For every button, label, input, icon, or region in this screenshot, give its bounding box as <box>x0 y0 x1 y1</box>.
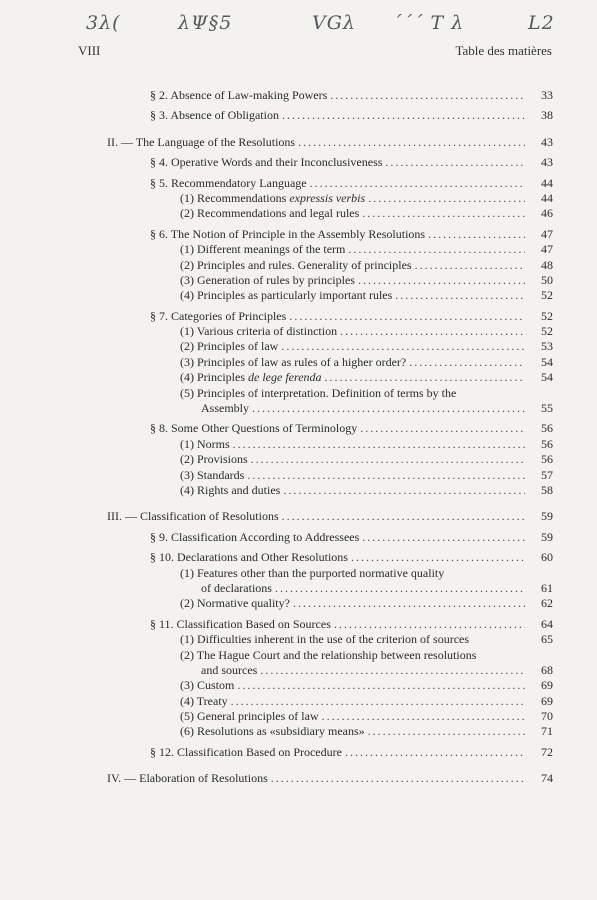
toc-entry-text-wrap <box>180 370 525 385</box>
toc-page-number: 69 <box>541 693 553 708</box>
toc-entry-text-wrap <box>180 437 525 452</box>
dot-leader <box>298 135 525 150</box>
dot-leader <box>368 191 525 206</box>
dot-leader <box>237 678 525 693</box>
toc-entry-title: (5) Principles of interpretation. Definition of terms by the <box>180 385 457 400</box>
toc-entry <box>0 339 597 354</box>
toc-entry-title: § 11. Classification Based on Sources <box>150 616 331 631</box>
dot-leader <box>360 421 525 436</box>
handwritten-note-3: VGλ <box>312 12 356 34</box>
toc-entry-title: § 5. Recommendatory Language <box>150 175 307 190</box>
toc-page-number: 72 <box>541 744 553 759</box>
toc-page-number: 54 <box>541 354 553 369</box>
handwritten-note-5: L2 <box>528 12 555 34</box>
toc-entry-title: of declarations <box>201 580 272 595</box>
dot-leader <box>282 509 525 524</box>
toc-entry-text-wrap <box>150 617 525 632</box>
toc-entry-title: (4) Principles as particularly important rules <box>180 288 393 303</box>
dot-leader <box>358 273 525 288</box>
toc-entry-title: (1) Norms <box>180 436 230 451</box>
toc-page-number: 52 <box>541 324 553 339</box>
toc-entry <box>0 566 597 581</box>
dot-leader <box>334 617 525 632</box>
toc-entry-title: IV. — Elaboration of Resolutions <box>107 771 268 786</box>
toc-page-number: 57 <box>541 467 553 482</box>
toc-entry-title: (1) Difficulties inherent in the use of the criterion of sources <box>180 632 470 647</box>
toc-entry-title: (4) Principles de lege ferenda <box>180 370 322 385</box>
dot-leader <box>322 709 525 724</box>
dot-leader <box>251 452 525 467</box>
toc-entry <box>0 648 597 663</box>
toc-entry-text-wrap <box>180 273 525 288</box>
dot-leader <box>428 227 525 242</box>
dot-leader <box>260 663 525 678</box>
toc-entry-title: (2) Recommendations and legal rules <box>180 206 360 221</box>
dot-leader <box>368 724 525 739</box>
toc-entry-italic: de lege ferenda <box>248 370 322 385</box>
toc-entry <box>0 288 597 303</box>
dot-leader <box>330 88 525 103</box>
toc-entry <box>0 678 597 693</box>
dot-leader <box>247 468 525 483</box>
toc-entry-text-wrap <box>180 386 525 401</box>
toc-entry <box>0 581 597 596</box>
toc-page-number: 59 <box>541 529 553 544</box>
toc-entry <box>0 771 597 786</box>
toc-entry <box>0 745 597 760</box>
toc-entry <box>0 483 597 498</box>
toc-entry-title: (1) Recommendations expressis verbis <box>180 190 366 205</box>
toc-entry <box>0 530 597 545</box>
toc-entry <box>0 617 597 632</box>
toc-entry <box>0 191 597 206</box>
toc-page-number: 33 <box>541 88 553 102</box>
dot-leader <box>310 176 525 191</box>
toc-entry-text-wrap <box>180 709 525 724</box>
toc-entry-text-wrap <box>180 288 525 303</box>
toc-entry-italic: expressis verbis <box>289 190 366 205</box>
toc-page-number: 60 <box>541 550 553 565</box>
toc-entry-title: (4) Rights and duties <box>180 482 281 497</box>
toc-entry-text-wrap <box>180 566 525 581</box>
toc-entry <box>0 273 597 288</box>
toc-entry-title: (3) Custom <box>180 678 235 693</box>
toc-entry <box>0 206 597 221</box>
toc-entry-title: (6) Resolutions as «subsidiary means» <box>180 724 365 739</box>
toc-entry <box>0 724 597 739</box>
toc-entry-text-wrap <box>180 648 525 663</box>
toc-entry-text-wrap <box>180 468 525 483</box>
toc-page-number: 55 <box>541 401 553 416</box>
toc-entry-title: (2) Principles and rules. Generality of principles <box>180 257 412 272</box>
toc-entry-title: (2) Normative quality? <box>180 596 290 611</box>
toc-entry-text-wrap <box>107 135 525 150</box>
toc-entry-title: (4) Treaty <box>180 693 228 708</box>
toc-page-number: 52 <box>541 308 553 323</box>
toc-entry <box>0 324 597 339</box>
page-number: VIII <box>78 43 101 58</box>
toc-entry-text-wrap <box>180 452 525 467</box>
toc-entry-title: (2) Principles of law <box>180 339 279 354</box>
dot-leader <box>289 309 525 324</box>
dot-leader <box>351 550 525 565</box>
section-gap <box>0 498 597 509</box>
toc-entry-title: and sources <box>201 662 258 677</box>
toc-entry-text-wrap <box>180 678 525 693</box>
dot-leader <box>340 324 525 339</box>
toc-page-number: 52 <box>541 288 553 303</box>
toc-page-number: 47 <box>541 242 553 257</box>
toc-entry-text-wrap <box>201 401 525 416</box>
dot-leader <box>362 530 525 545</box>
toc-entry-text-wrap <box>180 206 525 221</box>
toc-entry-text-wrap <box>150 745 525 760</box>
toc-page-number: 46 <box>541 206 553 221</box>
toc-entry-title: § 12. Classification Based on Procedure <box>150 744 342 759</box>
toc-page-number: 47 <box>541 226 553 241</box>
handwritten-notes <box>0 12 597 42</box>
dot-leader <box>345 745 525 760</box>
toc-entry <box>0 258 597 273</box>
toc-entry-text-wrap <box>150 88 525 103</box>
toc-entry-title: III. — Classification of Resolutions <box>107 509 279 524</box>
toc-entry <box>0 155 597 170</box>
toc-page-number: 44 <box>541 190 553 205</box>
toc-page-number: 56 <box>541 421 553 436</box>
toc-entry <box>0 88 597 103</box>
toc-entry-title: § 6. The Notion of Principle in the Assembly Resolutions <box>150 226 426 241</box>
toc-entry-title: § 4. Operative Words and their Inconclusiveness <box>150 155 383 170</box>
toc-entry <box>0 421 597 436</box>
handwritten-note-1: 3λ( <box>86 12 121 34</box>
toc-entry <box>0 401 597 416</box>
dot-leader <box>395 288 525 303</box>
dot-leader <box>283 483 525 498</box>
toc-page-number: 71 <box>541 724 553 739</box>
toc-entry <box>0 468 597 483</box>
toc-entry-text-wrap <box>201 663 525 678</box>
toc-entry-text-wrap <box>180 483 525 498</box>
toc-entry-title: II. — The Language of the Resolutions <box>107 134 296 149</box>
toc-entry-title: (2) Provisions <box>180 452 248 467</box>
toc-entry-text-wrap <box>150 550 525 565</box>
toc-entry-text-wrap <box>180 724 525 739</box>
toc-page-number: 62 <box>541 596 553 611</box>
dot-leader <box>282 108 525 123</box>
dot-leader <box>362 206 525 221</box>
toc-entry-text-wrap <box>180 258 525 273</box>
toc-entry-title: (1) Features other than the purported normative quality <box>180 565 445 580</box>
toc-entry-text-wrap <box>150 309 525 324</box>
dot-leader <box>275 581 525 596</box>
dot-leader <box>281 339 525 354</box>
handwritten-note-4: ´´´ T λ <box>392 12 465 34</box>
toc-entry-text-wrap <box>180 242 525 257</box>
toc-entry <box>0 108 597 123</box>
toc-page-number: 59 <box>541 509 553 524</box>
toc-entry-text-wrap <box>180 632 525 647</box>
toc-entry-title: § 8. Some Other Questions of Terminology <box>150 421 358 436</box>
toc-entry <box>0 632 597 647</box>
toc-entry <box>0 709 597 724</box>
toc-page-number: 43 <box>541 134 553 149</box>
toc-page-number: 54 <box>541 370 553 385</box>
toc-page-number: 64 <box>541 616 553 631</box>
toc-entry <box>0 355 597 370</box>
toc-entry-text-wrap <box>180 355 525 370</box>
toc-entry-text-wrap <box>180 324 525 339</box>
toc-page-number: 50 <box>541 272 553 287</box>
toc-page-number: 38 <box>541 108 553 123</box>
toc-entry <box>0 370 597 385</box>
toc-page-number: 48 <box>541 257 553 272</box>
toc-page-number: 44 <box>541 175 553 190</box>
toc-entry-text-wrap <box>180 694 525 709</box>
toc-entry-text-wrap <box>107 509 525 524</box>
section-gap <box>0 124 597 135</box>
dot-leader <box>385 155 525 170</box>
toc-page-number: 58 <box>541 482 553 497</box>
toc-entry-text-wrap <box>150 530 525 545</box>
toc-entry-title: § 7. Categories of Principles <box>150 308 287 323</box>
toc-page-number: 74 <box>541 771 553 786</box>
dot-leader <box>293 596 525 611</box>
toc-entry-text-wrap <box>180 191 525 206</box>
toc-entry-text-wrap <box>150 227 525 242</box>
toc-entry <box>0 509 597 524</box>
dot-leader <box>231 694 525 709</box>
toc-page-number: 69 <box>541 678 553 693</box>
dot-leader <box>415 258 525 273</box>
toc-page-number: 43 <box>541 155 553 170</box>
toc-entry <box>0 694 597 709</box>
toc-entry <box>0 596 597 611</box>
toc-entry <box>0 135 597 150</box>
dot-leader <box>325 370 525 385</box>
toc-entry-title: (3) Standards <box>180 467 245 482</box>
toc-entry-title: (1) Various criteria of distinction <box>180 324 338 339</box>
toc-entry <box>0 437 597 452</box>
toc-entry <box>0 550 597 565</box>
toc-entry <box>0 386 597 401</box>
toc-entry-title: (3) Generation of rules by principles <box>180 272 355 287</box>
toc-page-number: 68 <box>541 662 553 677</box>
dot-leader <box>233 437 525 452</box>
toc-page-number: 61 <box>541 580 553 595</box>
toc-entry-text-wrap <box>201 581 525 596</box>
toc-page-number: 56 <box>541 436 553 451</box>
dot-leader <box>271 771 525 786</box>
toc-entry-text-wrap <box>150 421 525 436</box>
section-gap <box>0 760 597 771</box>
toc-entry <box>0 176 597 191</box>
toc-entry <box>0 452 597 467</box>
toc-entry-text-wrap <box>150 108 525 123</box>
toc-entry-title: § 9. Classification According to Addressees <box>150 529 360 544</box>
toc-entry <box>0 309 597 324</box>
toc-page-number: 53 <box>541 339 553 354</box>
toc-entry-title: (3) Principles of law as rules of a higher order? <box>180 354 407 369</box>
toc-entry-title: § 2. Absence of Law-making Powers <box>150 88 328 102</box>
toc-entry-title: Assembly <box>201 401 249 416</box>
toc-entry-title: (5) General principles of law <box>180 709 319 724</box>
table-of-contents <box>0 88 597 787</box>
handwritten-note-2: λΨ§5 <box>178 12 233 34</box>
dot-leader <box>348 242 525 257</box>
toc-page-number: 70 <box>541 709 553 724</box>
toc-entry-title: (1) Different meanings of the term <box>180 242 346 257</box>
toc-entry-text-wrap <box>150 155 525 170</box>
toc-entry <box>0 242 597 257</box>
toc-page-number: 65 <box>541 632 553 647</box>
toc-entry-text-wrap <box>180 339 525 354</box>
toc-entry <box>0 227 597 242</box>
dot-leader <box>409 355 525 370</box>
toc-entry-title: § 10. Declarations and Other Resolutions <box>150 550 348 565</box>
toc-entry-text-wrap <box>150 176 525 191</box>
toc-page-number: 56 <box>541 452 553 467</box>
toc-entry-title: (2) The Hague Court and the relationship between resolutions <box>180 647 477 662</box>
dot-leader <box>252 401 525 416</box>
toc-entry-title: § 3. Absence of Obligation <box>150 108 279 123</box>
toc-entry-text-wrap <box>180 596 525 611</box>
toc-entry-text-wrap <box>107 771 525 786</box>
toc-entry <box>0 663 597 678</box>
running-title: Table des matières <box>455 43 552 58</box>
